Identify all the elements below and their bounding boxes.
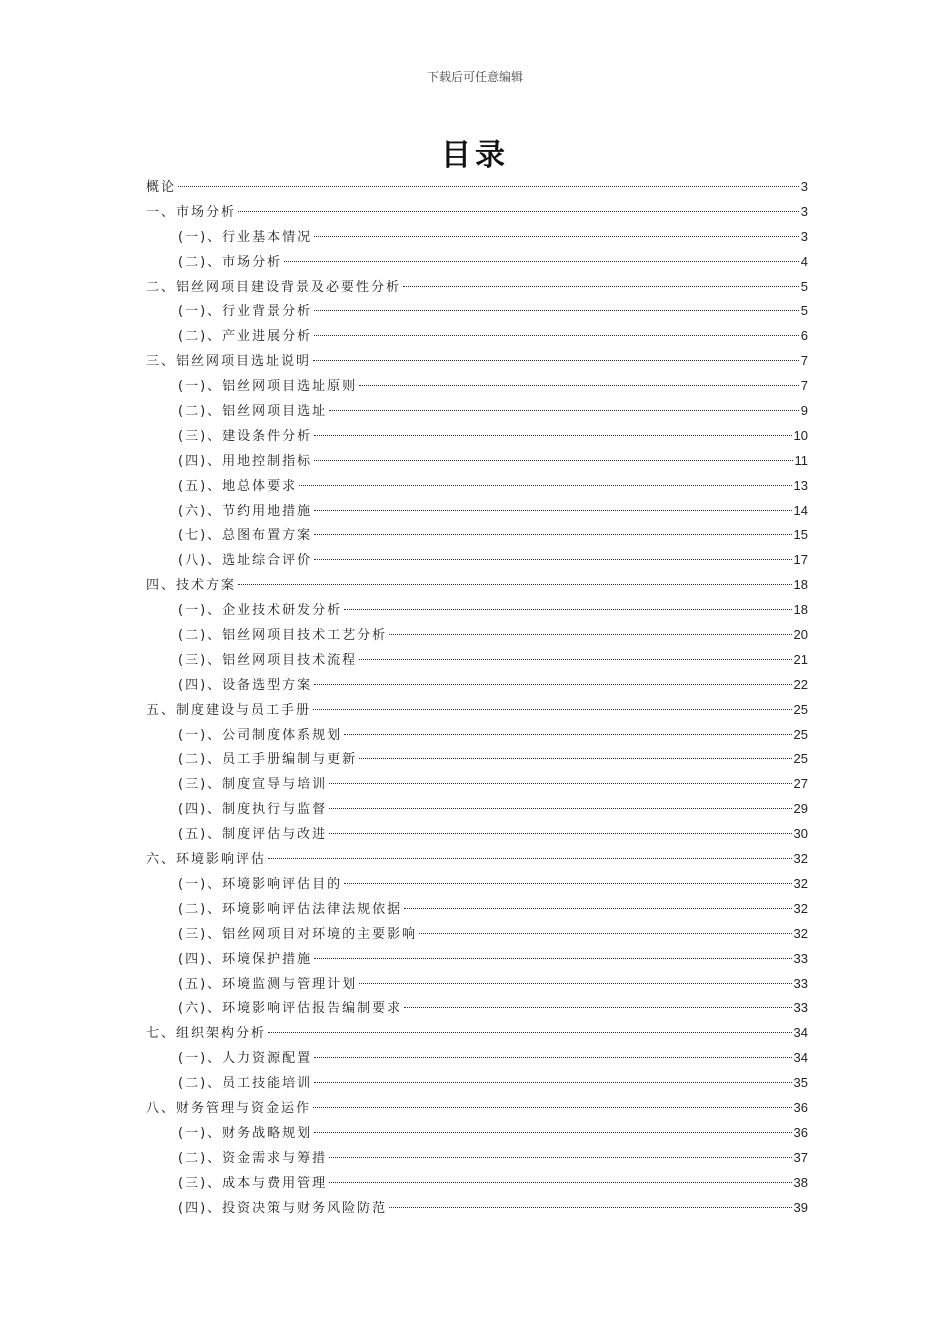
toc-entry-title: (一)、人力资源配置 bbox=[178, 1051, 313, 1067]
toc-entry[interactable] bbox=[146, 772, 808, 797]
toc-entry[interactable] bbox=[146, 1046, 808, 1071]
toc-page-number: 10 bbox=[793, 427, 808, 443]
toc-entry-title: (四)、设备选型方案 bbox=[178, 677, 313, 693]
toc-page-number: 17 bbox=[793, 552, 808, 568]
toc-entry[interactable] bbox=[146, 299, 808, 324]
toc-dot-leader bbox=[404, 1007, 791, 1008]
toc-dot-leader bbox=[314, 534, 791, 535]
toc-entry-title: (二)、员工技能培训 bbox=[178, 1076, 313, 1092]
toc-page-number: 36 bbox=[793, 1124, 808, 1140]
toc-entry-title: (二)、铝丝网项目技术工艺分析 bbox=[178, 628, 388, 644]
toc-page-number: 35 bbox=[793, 1075, 808, 1091]
toc-page-number: 20 bbox=[793, 627, 808, 643]
toc-entry-title: (一)、环境影响评估目的 bbox=[178, 876, 343, 892]
toc-dot-leader bbox=[314, 1132, 791, 1133]
toc-dot-leader bbox=[238, 211, 799, 212]
toc-entry-title: (八)、选址综合评价 bbox=[178, 553, 313, 569]
toc-page-number: 5 bbox=[800, 278, 808, 294]
toc-entry[interactable] bbox=[146, 324, 808, 349]
toc-entry-title: (二)、员工手册编制与更新 bbox=[178, 752, 358, 768]
toc-page-number: 27 bbox=[793, 776, 808, 792]
toc-dot-leader bbox=[389, 1207, 791, 1208]
toc-page-number: 9 bbox=[800, 403, 808, 419]
toc-dot-leader bbox=[314, 1057, 791, 1058]
toc-page-number: 33 bbox=[793, 1000, 808, 1016]
toc-entry[interactable] bbox=[146, 972, 808, 997]
toc-entry-title: 三、铝丝网项目选址说明 bbox=[146, 354, 312, 370]
toc-entry[interactable] bbox=[146, 698, 808, 723]
toc-dot-leader bbox=[314, 310, 799, 311]
toc-dot-leader bbox=[313, 709, 792, 710]
toc-page-number: 5 bbox=[800, 303, 808, 319]
toc-dot-leader bbox=[344, 609, 791, 610]
toc-page-number: 4 bbox=[800, 253, 808, 269]
toc-entry-title: (三)、铝丝网项目对环境的主要影响 bbox=[178, 926, 418, 942]
toc-entry-title: (三)、铝丝网项目技术流程 bbox=[178, 652, 358, 668]
toc-entry-title: 二、铝丝网项目建设背景及必要性分析 bbox=[146, 279, 402, 295]
toc-page-number: 11 bbox=[794, 452, 808, 468]
header-note: 下载后可任意编辑 bbox=[426, 70, 523, 84]
toc-dot-leader bbox=[313, 360, 799, 361]
toc-entry[interactable] bbox=[146, 250, 808, 275]
toc-page-number: 30 bbox=[793, 826, 808, 842]
toc-entry[interactable] bbox=[146, 349, 808, 374]
toc-dot-leader bbox=[314, 435, 791, 436]
toc-page-number: 33 bbox=[793, 950, 808, 966]
toc-page-number: 7 bbox=[800, 378, 808, 394]
toc-entry-title: (二)、资金需求与筹措 bbox=[178, 1150, 328, 1166]
toc-dot-leader bbox=[314, 460, 792, 461]
toc-dot-leader bbox=[314, 684, 791, 685]
toc-entry[interactable] bbox=[146, 847, 808, 872]
toc-entry[interactable] bbox=[146, 1121, 808, 1146]
toc-page-number: 7 bbox=[800, 353, 808, 369]
toc-entry[interactable] bbox=[146, 499, 808, 524]
toc-entry[interactable] bbox=[146, 424, 808, 449]
toc-entry[interactable] bbox=[146, 822, 808, 847]
toc-entry[interactable] bbox=[146, 1146, 808, 1171]
toc-entry-title: (二)、市场分析 bbox=[178, 254, 283, 270]
toc-page-number: 3 bbox=[800, 203, 808, 219]
toc-entry-title: (四)、制度执行与监督 bbox=[178, 802, 328, 818]
toc-dot-leader bbox=[329, 783, 791, 784]
toc-page-number: 37 bbox=[793, 1149, 808, 1165]
toc-entry-title: 概论 bbox=[146, 180, 177, 195]
toc-entry[interactable] bbox=[146, 598, 808, 623]
toc-dot-leader bbox=[329, 808, 791, 809]
toc-entry-title: (一)、行业基本情况 bbox=[178, 229, 313, 245]
toc-dot-leader bbox=[329, 1182, 791, 1183]
toc-entry-title: (一)、行业背景分析 bbox=[178, 304, 313, 320]
toc-entry[interactable] bbox=[146, 1171, 808, 1196]
toc-dot-leader bbox=[403, 286, 799, 287]
toc-entry[interactable] bbox=[146, 225, 808, 250]
toc-entry[interactable] bbox=[146, 474, 808, 499]
toc-entry[interactable] bbox=[146, 723, 808, 748]
toc-entry-title: 六、环境影响评估 bbox=[146, 852, 267, 868]
toc-entry[interactable] bbox=[146, 947, 808, 972]
toc-dot-leader bbox=[284, 261, 799, 262]
toc-dot-leader bbox=[359, 385, 799, 386]
toc-entry[interactable] bbox=[146, 996, 808, 1021]
toc-page-number: 32 bbox=[793, 925, 808, 941]
toc-entry-title: (二)、环境影响评估法律法规依据 bbox=[178, 901, 403, 917]
toc-dot-leader bbox=[238, 584, 792, 585]
toc-entry-title: (三)、成本与费用管理 bbox=[178, 1175, 328, 1191]
toc-entry-title: 七、组织架构分析 bbox=[146, 1026, 267, 1042]
toc-entry[interactable] bbox=[146, 399, 808, 424]
toc-entry-title: 一、市场分析 bbox=[146, 204, 237, 220]
toc-entry[interactable] bbox=[146, 797, 808, 822]
toc-entry-title: (一)、公司制度体系规划 bbox=[178, 727, 343, 743]
toc-dot-leader bbox=[313, 1107, 792, 1108]
toc-page-number: 32 bbox=[793, 875, 808, 891]
toc-dot-leader bbox=[359, 758, 791, 759]
toc-entry-title: 五、制度建设与员工手册 bbox=[146, 702, 312, 718]
toc-page-number: 22 bbox=[793, 676, 808, 692]
toc-dot-leader bbox=[344, 734, 791, 735]
toc-page-number: 25 bbox=[793, 751, 808, 767]
toc-dot-leader bbox=[329, 410, 799, 411]
table-of-contents bbox=[146, 175, 808, 1220]
toc-entry-title: (四)、投资决策与财务风险防范 bbox=[178, 1200, 388, 1216]
toc-page-number: 33 bbox=[793, 975, 808, 991]
toc-entry[interactable] bbox=[146, 897, 808, 922]
toc-entry-title: (六)、节约用地措施 bbox=[178, 503, 313, 519]
toc-entry[interactable] bbox=[146, 747, 808, 772]
toc-page-number: 3 bbox=[800, 228, 808, 244]
toc-entry-title: (七)、总图布置方案 bbox=[178, 528, 313, 544]
toc-page-number: 34 bbox=[793, 1050, 808, 1066]
toc-entry-title: 四、技术方案 bbox=[146, 578, 237, 594]
toc-page-number: 14 bbox=[793, 502, 808, 518]
toc-entry[interactable] bbox=[146, 200, 808, 225]
toc-entry[interactable] bbox=[146, 548, 808, 573]
toc-page-number: 36 bbox=[793, 1099, 808, 1115]
toc-page-number: 21 bbox=[793, 651, 808, 667]
toc-entry[interactable] bbox=[146, 175, 808, 200]
toc-dot-leader bbox=[178, 186, 799, 187]
toc-page-number: 39 bbox=[793, 1199, 808, 1215]
toc-dot-leader bbox=[404, 908, 791, 909]
toc-entry-title: (六)、环境影响评估报告编制要求 bbox=[178, 1001, 403, 1017]
toc-dot-leader bbox=[329, 833, 791, 834]
toc-page-number: 38 bbox=[793, 1174, 808, 1190]
toc-entry[interactable] bbox=[146, 275, 808, 300]
toc-entry-title: (一)、铝丝网项目选址原则 bbox=[178, 379, 358, 395]
toc-entry[interactable] bbox=[146, 573, 808, 598]
toc-entry-title: (二)、铝丝网项目选址 bbox=[178, 404, 328, 420]
toc-entry-title: (三)、制度宣导与培训 bbox=[178, 777, 328, 793]
toc-page-number: 18 bbox=[793, 602, 808, 618]
toc-dot-leader bbox=[389, 634, 791, 635]
toc-entry-title: (一)、企业技术研发分析 bbox=[178, 603, 343, 619]
toc-dot-leader bbox=[344, 883, 791, 884]
toc-entry[interactable] bbox=[146, 1071, 808, 1096]
toc-entry[interactable] bbox=[146, 648, 808, 673]
toc-dot-leader bbox=[314, 510, 791, 511]
toc-entry[interactable] bbox=[146, 523, 808, 548]
toc-entry-title: (四)、用地控制指标 bbox=[178, 453, 313, 469]
toc-dot-leader bbox=[359, 983, 791, 984]
toc-dot-leader bbox=[359, 659, 791, 660]
toc-page-number: 32 bbox=[793, 851, 808, 867]
toc-entry[interactable] bbox=[146, 922, 808, 947]
toc-entry-title: (五)、环境监测与管理计划 bbox=[178, 976, 358, 992]
toc-entry-title: (四)、环境保护措施 bbox=[178, 951, 313, 967]
toc-page-number: 15 bbox=[793, 527, 808, 543]
toc-entry-title: (五)、地总体要求 bbox=[178, 478, 298, 494]
toc-entry-title: (三)、建设条件分析 bbox=[178, 428, 313, 444]
toc-dot-leader bbox=[314, 1082, 791, 1083]
toc-entry[interactable] bbox=[146, 673, 808, 698]
toc-page-number: 25 bbox=[793, 701, 808, 717]
toc-page-number: 6 bbox=[800, 328, 808, 344]
toc-entry[interactable] bbox=[146, 1021, 808, 1046]
toc-dot-leader bbox=[314, 958, 791, 959]
toc-page-number: 18 bbox=[793, 577, 808, 593]
toc-dot-leader bbox=[329, 1157, 791, 1158]
toc-entry-title: (一)、财务战略规划 bbox=[178, 1125, 313, 1141]
toc-dot-leader bbox=[419, 933, 791, 934]
toc-title: 目录 bbox=[441, 138, 509, 173]
toc-page-number: 29 bbox=[793, 801, 808, 817]
toc-dot-leader bbox=[268, 858, 792, 859]
toc-page-number: 34 bbox=[793, 1025, 808, 1041]
toc-page-number: 3 bbox=[800, 179, 808, 194]
toc-entry[interactable] bbox=[146, 872, 808, 897]
toc-entry-title: 八、财务管理与资金运作 bbox=[146, 1100, 312, 1116]
toc-entry-title: (五)、制度评估与改进 bbox=[178, 827, 328, 843]
toc-dot-leader bbox=[268, 1032, 792, 1033]
toc-dot-leader bbox=[314, 236, 799, 237]
toc-page-number: 25 bbox=[793, 726, 808, 742]
toc-entry[interactable] bbox=[146, 449, 808, 474]
toc-dot-leader bbox=[314, 335, 799, 336]
toc-dot-leader bbox=[299, 485, 791, 486]
toc-entry[interactable] bbox=[146, 623, 808, 648]
toc-entry[interactable] bbox=[146, 1096, 808, 1121]
toc-entry-title: (二)、产业进展分析 bbox=[178, 329, 313, 345]
toc-entry[interactable] bbox=[146, 1196, 808, 1221]
toc-dot-leader bbox=[314, 559, 791, 560]
toc-entry[interactable] bbox=[146, 374, 808, 399]
toc-page-number: 13 bbox=[793, 477, 808, 493]
toc-page-number: 32 bbox=[793, 900, 808, 916]
